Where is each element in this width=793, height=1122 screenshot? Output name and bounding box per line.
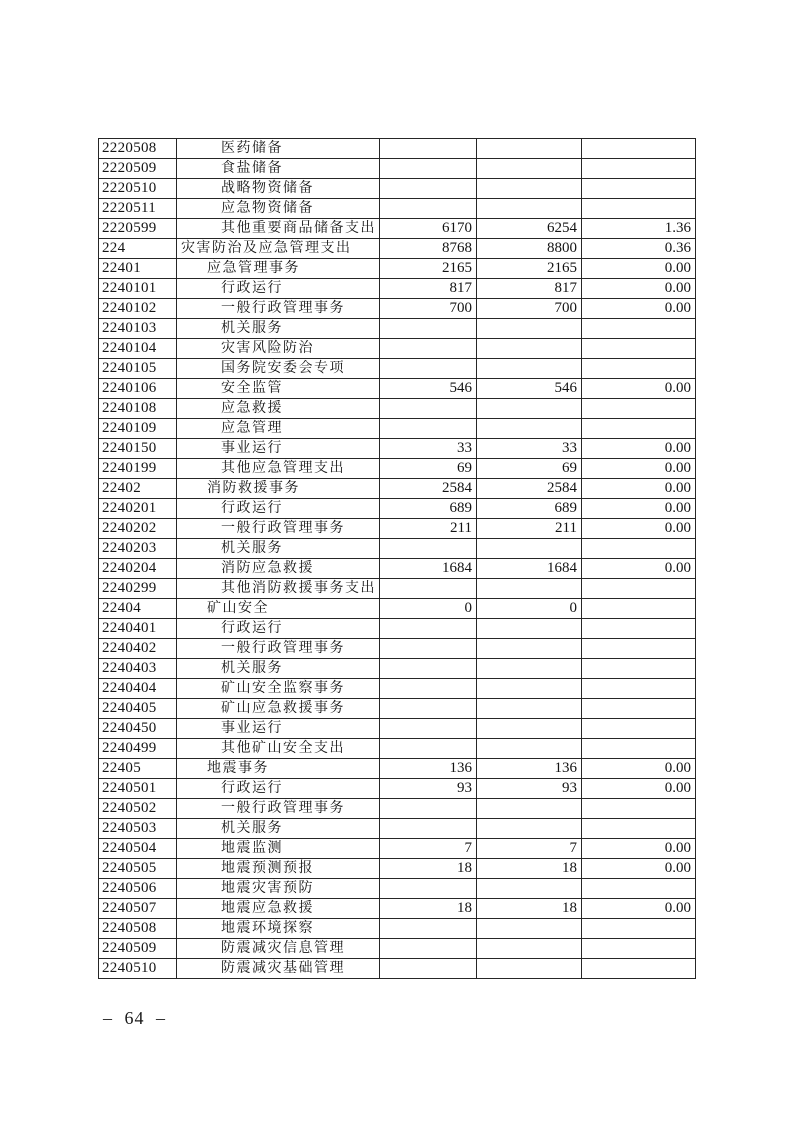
code-cell: 2220508 bbox=[99, 139, 177, 159]
item-name-cell: 应急管理事务 bbox=[177, 259, 380, 279]
percent-cell bbox=[582, 679, 696, 699]
percent-cell: 1.36 bbox=[582, 219, 696, 239]
item-name-cell: 行政运行 bbox=[177, 279, 380, 299]
code-cell: 2240101 bbox=[99, 279, 177, 299]
item-name-cell: 防震减灾信息管理 bbox=[177, 939, 380, 959]
percent-cell: 0.00 bbox=[582, 459, 696, 479]
amount-cell-1: 2165 bbox=[380, 259, 477, 279]
code-cell: 2220509 bbox=[99, 159, 177, 179]
item-name-cell: 地震事务 bbox=[177, 759, 380, 779]
item-name-cell: 地震灾害预防 bbox=[177, 879, 380, 899]
amount-cell-1 bbox=[380, 719, 477, 739]
amount-cell-2 bbox=[477, 659, 582, 679]
code-cell: 2240204 bbox=[99, 559, 177, 579]
amount-cell-1 bbox=[380, 679, 477, 699]
code-cell: 2240402 bbox=[99, 639, 177, 659]
amount-cell-1 bbox=[380, 799, 477, 819]
item-name-cell: 防震减灾基础管理 bbox=[177, 959, 380, 979]
amount-cell-2: 33 bbox=[477, 439, 582, 459]
percent-cell bbox=[582, 199, 696, 219]
amount-cell-2: 689 bbox=[477, 499, 582, 519]
table-row bbox=[99, 319, 696, 339]
percent-cell bbox=[582, 639, 696, 659]
amount-cell-2 bbox=[477, 319, 582, 339]
amount-cell-1: 546 bbox=[380, 379, 477, 399]
table-row bbox=[99, 879, 696, 899]
amount-cell-2 bbox=[477, 179, 582, 199]
amount-cell-1 bbox=[380, 699, 477, 719]
percent-cell bbox=[582, 399, 696, 419]
amount-cell-1 bbox=[380, 139, 477, 159]
percent-cell: 0.00 bbox=[582, 859, 696, 879]
amount-cell-2 bbox=[477, 419, 582, 439]
item-name-cell: 一般行政管理事务 bbox=[177, 299, 380, 319]
item-name-cell: 地震应急救援 bbox=[177, 899, 380, 919]
code-cell: 2240502 bbox=[99, 799, 177, 819]
code-cell: 2240509 bbox=[99, 939, 177, 959]
percent-cell: 0.00 bbox=[582, 779, 696, 799]
percent-cell bbox=[582, 319, 696, 339]
amount-cell-1 bbox=[380, 539, 477, 559]
amount-cell-1 bbox=[380, 819, 477, 839]
percent-cell bbox=[582, 599, 696, 619]
percent-cell bbox=[582, 339, 696, 359]
item-name-cell: 消防救援事务 bbox=[177, 479, 380, 499]
amount-cell-2 bbox=[477, 959, 582, 979]
table-row bbox=[99, 519, 696, 539]
item-name-cell: 机关服务 bbox=[177, 319, 380, 339]
code-cell: 2240199 bbox=[99, 459, 177, 479]
percent-cell: 0.00 bbox=[582, 759, 696, 779]
item-name-cell: 事业运行 bbox=[177, 439, 380, 459]
item-name-cell: 其他矿山安全支出 bbox=[177, 739, 380, 759]
amount-cell-2 bbox=[477, 739, 582, 759]
item-name-cell: 地震预测预报 bbox=[177, 859, 380, 879]
table-row bbox=[99, 499, 696, 519]
percent-cell bbox=[582, 139, 696, 159]
table-row bbox=[99, 399, 696, 419]
amount-cell-2: 18 bbox=[477, 859, 582, 879]
amount-cell-2: 546 bbox=[477, 379, 582, 399]
code-cell: 2240499 bbox=[99, 739, 177, 759]
percent-cell bbox=[582, 659, 696, 679]
amount-cell-2: 2165 bbox=[477, 259, 582, 279]
amount-cell-2: 18 bbox=[477, 899, 582, 919]
amount-cell-2 bbox=[477, 919, 582, 939]
amount-cell-1: 1684 bbox=[380, 559, 477, 579]
code-cell: 2240507 bbox=[99, 899, 177, 919]
amount-cell-2 bbox=[477, 399, 582, 419]
amount-cell-2 bbox=[477, 619, 582, 639]
code-cell: 2240401 bbox=[99, 619, 177, 639]
amount-cell-1 bbox=[380, 619, 477, 639]
amount-cell-1: 136 bbox=[380, 759, 477, 779]
percent-cell: 0.00 bbox=[582, 899, 696, 919]
table-row bbox=[99, 219, 696, 239]
item-name-cell: 其他重要商品储备支出 bbox=[177, 219, 380, 239]
item-name-cell: 行政运行 bbox=[177, 779, 380, 799]
code-cell: 2240503 bbox=[99, 819, 177, 839]
table-row bbox=[99, 479, 696, 499]
amount-cell-1: 700 bbox=[380, 299, 477, 319]
table-row bbox=[99, 339, 696, 359]
percent-cell bbox=[582, 919, 696, 939]
code-cell: 2240508 bbox=[99, 919, 177, 939]
amount-cell-2 bbox=[477, 799, 582, 819]
item-name-cell: 一般行政管理事务 bbox=[177, 519, 380, 539]
amount-cell-1 bbox=[380, 399, 477, 419]
item-name-cell: 行政运行 bbox=[177, 619, 380, 639]
percent-cell bbox=[582, 159, 696, 179]
amount-cell-1 bbox=[380, 339, 477, 359]
amount-cell-1 bbox=[380, 919, 477, 939]
amount-cell-2 bbox=[477, 699, 582, 719]
amount-cell-1: 93 bbox=[380, 779, 477, 799]
code-cell: 2240102 bbox=[99, 299, 177, 319]
code-cell: 22404 bbox=[99, 599, 177, 619]
amount-cell-2 bbox=[477, 339, 582, 359]
item-name-cell: 矿山安全 bbox=[177, 599, 380, 619]
amount-cell-2 bbox=[477, 679, 582, 699]
code-cell: 2240510 bbox=[99, 959, 177, 979]
table-row bbox=[99, 639, 696, 659]
code-cell: 2240405 bbox=[99, 699, 177, 719]
item-name-cell: 安全监管 bbox=[177, 379, 380, 399]
budget-table bbox=[98, 138, 696, 979]
table-row bbox=[99, 439, 696, 459]
amount-cell-2: 700 bbox=[477, 299, 582, 319]
table-row bbox=[99, 779, 696, 799]
table-row bbox=[99, 819, 696, 839]
item-name-cell: 其他消防救援事务支出 bbox=[177, 579, 380, 599]
amount-cell-1: 0 bbox=[380, 599, 477, 619]
item-name-cell: 战略物资储备 bbox=[177, 179, 380, 199]
amount-cell-1 bbox=[380, 579, 477, 599]
amount-cell-2 bbox=[477, 159, 582, 179]
percent-cell bbox=[582, 179, 696, 199]
amount-cell-1 bbox=[380, 319, 477, 339]
percent-cell bbox=[582, 939, 696, 959]
item-name-cell: 食盐储备 bbox=[177, 159, 380, 179]
amount-cell-2 bbox=[477, 879, 582, 899]
table-row bbox=[99, 239, 696, 259]
amount-cell-2 bbox=[477, 719, 582, 739]
amount-cell-1 bbox=[380, 359, 477, 379]
amount-cell-2 bbox=[477, 939, 582, 959]
item-name-cell: 消防应急救援 bbox=[177, 559, 380, 579]
table-row bbox=[99, 539, 696, 559]
item-name-cell: 地震监测 bbox=[177, 839, 380, 859]
table-row bbox=[99, 839, 696, 859]
percent-cell bbox=[582, 579, 696, 599]
amount-cell-1: 33 bbox=[380, 439, 477, 459]
amount-cell-1 bbox=[380, 159, 477, 179]
code-cell: 2240501 bbox=[99, 779, 177, 799]
code-cell: 2240203 bbox=[99, 539, 177, 559]
table-row bbox=[99, 379, 696, 399]
item-name-cell: 行政运行 bbox=[177, 499, 380, 519]
table-row bbox=[99, 599, 696, 619]
table-row bbox=[99, 959, 696, 979]
amount-cell-1 bbox=[380, 199, 477, 219]
amount-cell-1 bbox=[380, 179, 477, 199]
table-row bbox=[99, 199, 696, 219]
amount-cell-1 bbox=[380, 879, 477, 899]
amount-cell-1 bbox=[380, 939, 477, 959]
amount-cell-2: 8800 bbox=[477, 239, 582, 259]
code-cell: 22405 bbox=[99, 759, 177, 779]
code-cell: 2240108 bbox=[99, 399, 177, 419]
percent-cell bbox=[582, 799, 696, 819]
amount-cell-2 bbox=[477, 539, 582, 559]
table-row bbox=[99, 259, 696, 279]
code-cell: 2240105 bbox=[99, 359, 177, 379]
table-row bbox=[99, 759, 696, 779]
percent-cell bbox=[582, 539, 696, 559]
budget-table-body bbox=[99, 139, 696, 979]
table-row bbox=[99, 359, 696, 379]
amount-cell-1: 817 bbox=[380, 279, 477, 299]
amount-cell-2 bbox=[477, 359, 582, 379]
percent-cell: 0.00 bbox=[582, 279, 696, 299]
amount-cell-2: 7 bbox=[477, 839, 582, 859]
percent-cell bbox=[582, 719, 696, 739]
table-row bbox=[99, 559, 696, 579]
table-row bbox=[99, 899, 696, 919]
amount-cell-1: 211 bbox=[380, 519, 477, 539]
code-cell: 22402 bbox=[99, 479, 177, 499]
code-cell: 2240104 bbox=[99, 339, 177, 359]
amount-cell-1: 6170 bbox=[380, 219, 477, 239]
amount-cell-1: 8768 bbox=[380, 239, 477, 259]
item-name-cell: 医药储备 bbox=[177, 139, 380, 159]
percent-cell: 0.36 bbox=[582, 239, 696, 259]
table-row bbox=[99, 699, 696, 719]
item-name-cell: 应急物资储备 bbox=[177, 199, 380, 219]
item-name-cell: 地震环境探察 bbox=[177, 919, 380, 939]
percent-cell: 0.00 bbox=[582, 479, 696, 499]
table-row bbox=[99, 799, 696, 819]
table-row bbox=[99, 679, 696, 699]
amount-cell-1 bbox=[380, 739, 477, 759]
item-name-cell: 灾害防治及应急管理支出 bbox=[177, 239, 380, 259]
table-row bbox=[99, 859, 696, 879]
table-row bbox=[99, 659, 696, 679]
percent-cell bbox=[582, 359, 696, 379]
code-cell: 2220511 bbox=[99, 199, 177, 219]
table-row bbox=[99, 719, 696, 739]
code-cell: 2240150 bbox=[99, 439, 177, 459]
table-row bbox=[99, 579, 696, 599]
percent-cell bbox=[582, 739, 696, 759]
code-cell: 2240450 bbox=[99, 719, 177, 739]
amount-cell-2: 136 bbox=[477, 759, 582, 779]
code-cell: 2240404 bbox=[99, 679, 177, 699]
table-row bbox=[99, 179, 696, 199]
table-row bbox=[99, 139, 696, 159]
item-name-cell: 一般行政管理事务 bbox=[177, 799, 380, 819]
amount-cell-2: 69 bbox=[477, 459, 582, 479]
amount-cell-1 bbox=[380, 419, 477, 439]
percent-cell bbox=[582, 699, 696, 719]
item-name-cell: 矿山安全监察事务 bbox=[177, 679, 380, 699]
amount-cell-1: 18 bbox=[380, 859, 477, 879]
amount-cell-2: 6254 bbox=[477, 219, 582, 239]
amount-cell-1: 69 bbox=[380, 459, 477, 479]
item-name-cell: 应急救援 bbox=[177, 399, 380, 419]
code-cell: 2240403 bbox=[99, 659, 177, 679]
percent-cell bbox=[582, 419, 696, 439]
item-name-cell: 国务院安委会专项 bbox=[177, 359, 380, 379]
percent-cell: 0.00 bbox=[582, 499, 696, 519]
code-cell: 2240103 bbox=[99, 319, 177, 339]
percent-cell bbox=[582, 879, 696, 899]
amount-cell-1: 18 bbox=[380, 899, 477, 919]
table-row bbox=[99, 619, 696, 639]
amount-cell-1: 2584 bbox=[380, 479, 477, 499]
amount-cell-1: 7 bbox=[380, 839, 477, 859]
item-name-cell: 机关服务 bbox=[177, 659, 380, 679]
percent-cell: 0.00 bbox=[582, 559, 696, 579]
table-row bbox=[99, 419, 696, 439]
table-row bbox=[99, 459, 696, 479]
percent-cell: 0.00 bbox=[582, 379, 696, 399]
item-name-cell: 一般行政管理事务 bbox=[177, 639, 380, 659]
amount-cell-2 bbox=[477, 579, 582, 599]
code-cell: 224 bbox=[99, 239, 177, 259]
amount-cell-1 bbox=[380, 659, 477, 679]
amount-cell-2: 2584 bbox=[477, 479, 582, 499]
table-row bbox=[99, 739, 696, 759]
table-row bbox=[99, 279, 696, 299]
table-row bbox=[99, 919, 696, 939]
code-cell: 2240201 bbox=[99, 499, 177, 519]
code-cell: 2220510 bbox=[99, 179, 177, 199]
amount-cell-2 bbox=[477, 199, 582, 219]
amount-cell-2 bbox=[477, 639, 582, 659]
code-cell: 2240109 bbox=[99, 419, 177, 439]
code-cell: 2240299 bbox=[99, 579, 177, 599]
percent-cell: 0.00 bbox=[582, 519, 696, 539]
amount-cell-2: 1684 bbox=[477, 559, 582, 579]
item-name-cell: 灾害风险防治 bbox=[177, 339, 380, 359]
item-name-cell: 事业运行 bbox=[177, 719, 380, 739]
code-cell: 2240504 bbox=[99, 839, 177, 859]
amount-cell-1 bbox=[380, 959, 477, 979]
percent-cell: 0.00 bbox=[582, 439, 696, 459]
amount-cell-1: 689 bbox=[380, 499, 477, 519]
amount-cell-1 bbox=[380, 639, 477, 659]
code-cell: 2240506 bbox=[99, 879, 177, 899]
amount-cell-2: 0 bbox=[477, 599, 582, 619]
percent-cell bbox=[582, 819, 696, 839]
item-name-cell: 机关服务 bbox=[177, 819, 380, 839]
table-row bbox=[99, 299, 696, 319]
amount-cell-2 bbox=[477, 139, 582, 159]
item-name-cell: 其他应急管理支出 bbox=[177, 459, 380, 479]
percent-cell bbox=[582, 619, 696, 639]
percent-cell: 0.00 bbox=[582, 299, 696, 319]
amount-cell-2: 817 bbox=[477, 279, 582, 299]
code-cell: 22401 bbox=[99, 259, 177, 279]
percent-cell bbox=[582, 959, 696, 979]
item-name-cell: 矿山应急救援事务 bbox=[177, 699, 380, 719]
amount-cell-2 bbox=[477, 819, 582, 839]
page-number: – 64 – bbox=[103, 1008, 166, 1028]
amount-cell-2: 211 bbox=[477, 519, 582, 539]
percent-cell: 0.00 bbox=[582, 839, 696, 859]
code-cell: 2240505 bbox=[99, 859, 177, 879]
percent-cell: 0.00 bbox=[582, 259, 696, 279]
table-row bbox=[99, 939, 696, 959]
amount-cell-2: 93 bbox=[477, 779, 582, 799]
table-row bbox=[99, 159, 696, 179]
item-name-cell: 机关服务 bbox=[177, 539, 380, 559]
code-cell: 2240202 bbox=[99, 519, 177, 539]
code-cell: 2220599 bbox=[99, 219, 177, 239]
item-name-cell: 应急管理 bbox=[177, 419, 380, 439]
code-cell: 2240106 bbox=[99, 379, 177, 399]
